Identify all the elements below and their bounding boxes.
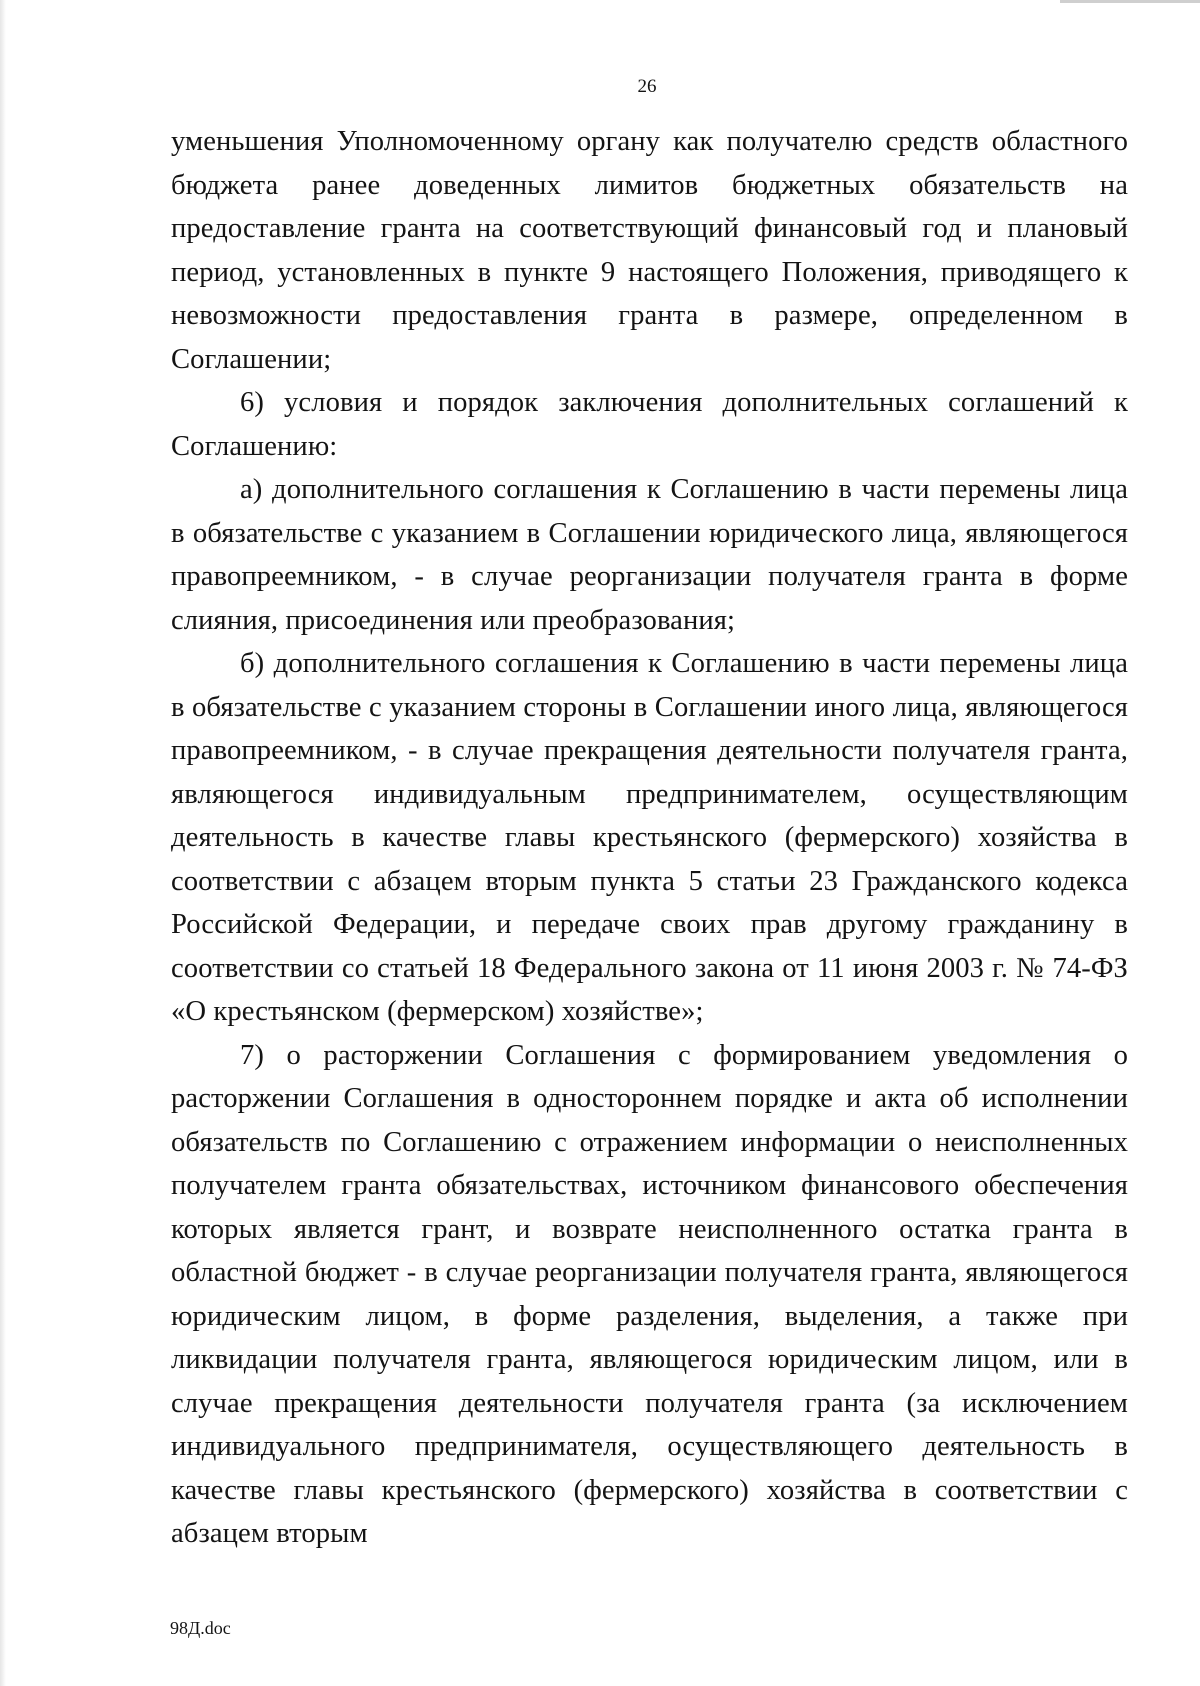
footer-filename: 98Д.doc <box>170 1618 231 1638</box>
page-number: 26 <box>637 76 657 97</box>
scan-edge-left <box>0 0 6 1686</box>
scan-edge-top <box>1060 0 1200 3</box>
paragraph-item-6: 6) условия и порядок заключения дополнительных соглашений к Соглашению: <box>171 387 1128 462</box>
paragraph-item-6a: а) дополнительного соглашения к Соглашению в части перемены лица в обязательстве с указанием в Соглашении юридического лица, являющегося правопреемником, - в случае реорганизации получателя гранта в форме слияния, присоединения или преобразования; <box>171 474 1128 636</box>
paragraph-continuation: уменьшения Уполномоченному органу как получателю средств областного бюджета ранее доведенных лимитов бюджетных обязательств на предоставление гранта на соответствующий финансовый год и плановый период, установленных в пункте 9 настоящего Положения, приводящего к невозможности предоставления гранта в размере, определенном в Соглашении; <box>171 126 1128 375</box>
paragraph-item-7: 7) о расторжении Соглашения с формированием уведомления о расторжении Соглашения в одностороннем порядке и акта об исполнении обязательств по Соглашению с отражением информации о неисполненных получателем гранта обязательствах, источником финансового обеспечения которых является грант, и возврате неисполненного остатка гранта в областной бюджет - в случае реорганизации получателя гранта, являющегося юридическим лицом, в форме разделения, выделения, а также при ликвидации получателя гранта, являющегося юридическим лицом, или в случае прекращения деятельности получателя гранта (за исключением индивидуального предпринимателя, осуществляющего деятельность в качестве главы крестьянского (фермерского) хозяйства в соответствии с абзацем вторым <box>171 1039 1128 1549</box>
paragraph-item-6b: б) дополнительного соглашения к Соглашению в части перемены лица в обязательстве с указанием стороны в Соглашении иного лица, являющегося правопреемником, - в случае прекращения деятельности получателя гранта, являющегося индивидуальным предпринимателем, осуществляющим деятельность в качестве главы крестьянского (фермерского) хозяйства в соответствии с абзацем вторым пункта 5 статьи 23 Гражданского кодекса Российской Федерации, и передаче своих прав другому гражданину в соответствии со статьей 18 Федерального закона от 11 июня 2003 г. № 74-ФЗ «О крестьянском (фермерском) хозяйстве»; <box>171 648 1128 1027</box>
document-body <box>171 120 1128 1556</box>
